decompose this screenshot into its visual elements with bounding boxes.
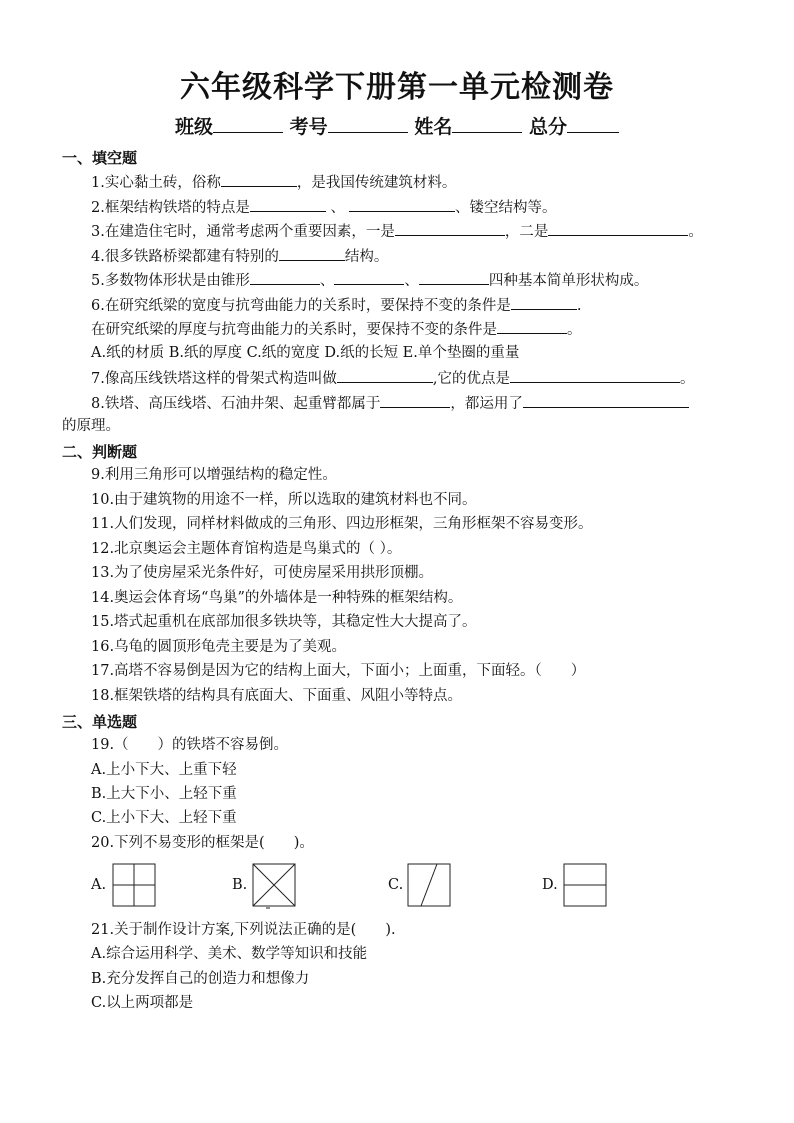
score-blank[interactable] [567,114,619,133]
question-7: 7.像高压线铁塔这样的骨架式构造叫做 ,它的优点是 。 [91,368,694,388]
answer-blank[interactable] [221,172,297,187]
name-label: 姓名 [414,116,453,138]
exam-no-blank[interactable] [328,114,408,133]
question-18: 18.框架铁塔的结构具有底面大、下面重、风阻小等特点。 [91,688,463,704]
answer-blank[interactable] [419,270,489,285]
exam-no-label: 考号 [289,116,328,138]
question-6-options: A.纸的材质 B.纸的厚度 C.纸的宽度 D.纸的长短 E.单个垫圈的重量 [91,345,520,361]
question-19-option-b[interactable]: B.上大下小、上轻下重 [91,786,237,802]
question-11: 11.人们发现，同样材料做成的三角形、四边形框架，三角形框架不容易变形。 [91,516,593,532]
question-2: 2.框架结构铁塔的特点是 、 、镂空结构等。 [91,197,556,217]
question-9: 9.利用三角形可以增强结构的稳定性。 [91,467,337,483]
answer-blank[interactable] [334,270,404,285]
question-13: 13.为了使房屋采光条件好，可使房屋采用拱形顶棚。 [91,565,434,581]
answer-blank[interactable] [279,246,345,261]
answer-blank[interactable] [395,221,505,236]
question-21: 21.关于制作设计方案,下列说法正确的是( ). [91,922,396,938]
question-14: 14.奥运会体育场“鸟巢”的外墙体是一种特殊的框架结构。 [91,590,463,606]
page-title: 六年级科学下册第一单元检测卷 [180,70,614,105]
question-8: 8.铁塔、高压线塔、石油井架、起重臂都属于 ，都运用了 [91,393,689,413]
question-4: 4.很多铁路桥梁都建有特别的 结构。 [91,246,388,266]
section-heading-judge: 二、判断题 [62,443,138,461]
cross-braced-frame-icon[interactable] [252,863,298,909]
answer-blank[interactable] [250,197,326,212]
answer-blank[interactable] [349,197,455,212]
question-20-option-b-label[interactable]: B. [232,877,248,893]
student-info-line [0,112,794,139]
question-19-option-c[interactable]: C.上小下大、上轻下重 [91,810,237,826]
question-21-option-a[interactable]: A.综合运用科学、美术、数学等知识和技能 [91,946,368,962]
name-blank[interactable] [452,114,522,133]
grid-frame-icon[interactable] [112,863,156,907]
section-heading-fill: 一、填空题 [62,149,138,167]
question-6-part-2: 在研究纸梁的厚度与抗弯曲能力的关系时，要保持不变的条件是 。 [91,319,582,339]
question-21-option-c[interactable]: C.以上两项都是 [91,995,194,1011]
question-20: 20.下列不易变形的框架是( )。 [91,835,314,851]
question-20-option-a-label[interactable]: A. [91,877,107,893]
class-blank[interactable] [213,114,283,133]
question-20-option-c-label[interactable]: C. [388,877,404,893]
answer-blank[interactable] [510,368,680,383]
question-19: 19.（ ）的铁塔不容易倒。 [91,737,289,753]
score-label: 总分 [528,116,567,138]
answer-blank[interactable] [523,393,689,408]
question-12: 12.北京奥运会主题体育馆构造是鸟巢式的（ ）。 [91,541,402,557]
question-19-option-a[interactable]: A.上小下大、上重下轻 [91,762,237,778]
answer-blank[interactable] [380,393,450,408]
class-label: 班级 [175,116,214,138]
question-8-cont: 的原理。 [62,418,120,434]
answer-blank[interactable] [548,221,688,236]
question-21-option-b[interactable]: B.充分发挥自己的创造力和想像力 [91,971,310,987]
question-1: 1.实心黏土砖，俗称 ，是我国传统建筑材料。 [91,172,456,192]
section-heading-choice: 三、单选题 [62,713,138,731]
question-5: 5.多数物体形状是由锥形 、 、 四种基本简单形状构成。 [91,270,648,290]
question-16: 16.乌龟的圆顶形龟壳主要是为了美观。 [91,639,347,655]
answer-blank[interactable] [337,368,433,383]
question-17: 17.高塔不容易倒是因为它的结构上面大，下面小；上面重，下面轻。（ ） [91,663,586,679]
question-20-figures [91,863,651,909]
question-20-option-d-label[interactable]: D. [542,877,558,893]
slanted-frame-icon[interactable] [407,863,451,907]
question-10: 10.由于建筑物的用途不一样，所以选取的建筑材料也不同。 [91,492,477,508]
question-3: 3.在建造住宅时，通常考虑两个重要因素，一是 ，二是 。 [91,221,703,241]
split-frame-icon[interactable] [563,863,607,907]
answer-blank[interactable] [497,319,567,334]
answer-blank[interactable] [250,270,320,285]
question-15: 15.塔式起重机在底部加很多铁块等，其稳定性大大提高了。 [91,614,477,630]
question-6: 6.在研究纸梁的宽度与抗弯曲能力的关系时，要保持不变的条件是 . [91,295,581,315]
answer-blank[interactable] [511,295,577,310]
